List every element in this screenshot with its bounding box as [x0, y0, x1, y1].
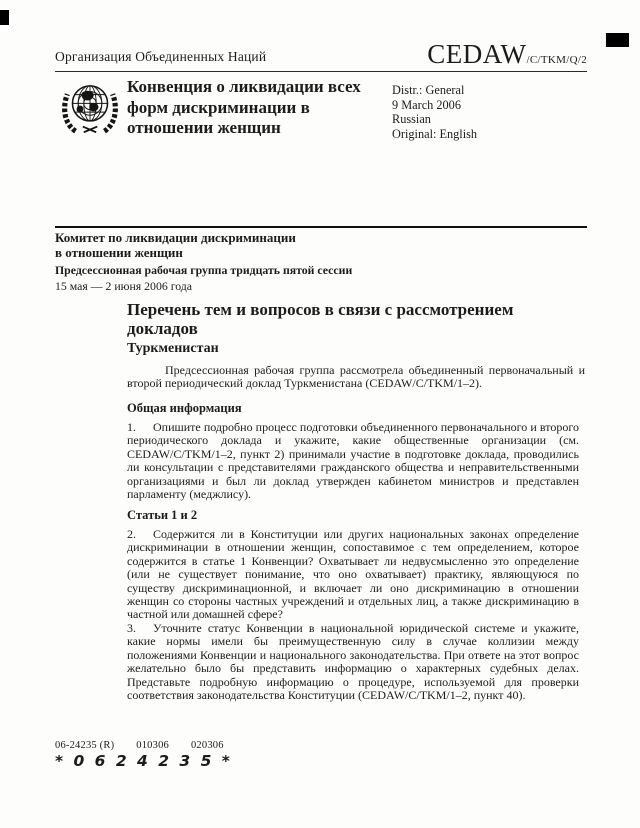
- page-title: Перечень тем и вопросов в связи с рассмотрением докладов: [127, 300, 514, 338]
- committee-block: [55, 231, 352, 294]
- publication-mark: [606, 33, 629, 47]
- doc-symbol: [427, 41, 587, 68]
- section-heading-general-info: Общая информация: [127, 401, 242, 415]
- committee-session: Предсессионная рабочая группа тридцать пятой сессии: [55, 263, 353, 277]
- distr-line: Distr.: General: [392, 83, 465, 97]
- distr-line: Russian: [392, 112, 431, 127]
- scan-corner-mark: [0, 10, 9, 25]
- intro-paragraph: Предсессионная рабочая группа рассмотрела объединенный первоначальный и второй периодический доклад Туркменистана (CEDAW/C/TKM/1–2).: [127, 363, 585, 391]
- org-name: Организация Объединенных Наций: [55, 49, 267, 64]
- paragraph-number: 1.: [127, 420, 136, 434]
- header-rule: [55, 71, 587, 72]
- footer-symbol: 06-24235 (R): [55, 740, 115, 751]
- committee-dates: 15 мая — 2 июня 2006 года: [55, 279, 193, 293]
- barcode-text: * 0 6 2 4 2 3 5 *: [55, 752, 233, 770]
- paragraph-number: 2.: [127, 527, 136, 541]
- paragraph-2: [127, 528, 579, 622]
- paragraph-number: 3.: [127, 621, 136, 635]
- footer-code-1: 010306: [136, 740, 169, 751]
- committee-name-line2: в отношении женщин: [55, 244, 183, 260]
- committee-rule: [55, 226, 587, 228]
- paragraph-1: [127, 421, 579, 501]
- un-emblem-icon: [57, 76, 123, 139]
- country-heading: Туркменистан: [127, 341, 219, 356]
- doc-symbol-suffix: /C/TKM/Q/2: [526, 54, 587, 66]
- doc-symbol-main: CEDAW: [427, 39, 527, 69]
- distr-line: Original: English: [392, 126, 478, 141]
- paragraph-text: Уточните статус Конвенции в национальной юридической системе и укажите, какие нормы имели бы преимущественную силу в случае коллизии между положениями Конвенции и национального законодательства. При ответе на этот вопрос желательно было бы представить информацию о характерных судебных делах. Представьте подробную информацию о процедуре, используемой для проверки соответствия законодательства Конституции (CEDAW/C/TKM/1–2, пункт 40).: [127, 621, 579, 703]
- committee-name-line1: Комитет по ликвидации дискриминации: [55, 230, 296, 245]
- footer-document-number: [55, 740, 246, 751]
- distr-block: [392, 83, 477, 141]
- paragraph-text: Опишите подробно процесс подготовки объединенного первоначального и второго периодического доклада и укажите, какие общественные организации (см. CEDAW/C/TKM/1–2, пункт 2) принимали участие в подготовке доклада, проводились ли консультации с представителями гражданского общества и неправительственными организациями и был ли доклад утвержден кабинетом министров и представлен парламенту (меджлису).: [127, 420, 579, 502]
- section-heading-articles-1-2: Статьи 1 и 2: [127, 508, 198, 522]
- distr-line: 9 March 2006: [392, 97, 461, 112]
- convention-title: Конвенция о ликвидации всех форм дискриминации в отношении женщин: [127, 77, 361, 137]
- footer-code-2: 020306: [190, 740, 224, 751]
- paragraph-3: [127, 622, 579, 702]
- paragraph-text: Содержится ли в Конституции или других национальных законах определение дискриминации в отношении женщин, сопоставимое с тем определением, которое содержится в статье 1 Конвенции? Охватывает ли недвусмысленно это определение (или не существует понимание, что оно охватывает) практику, являющуюся по существу дискриминационной, и включает ли оно дискриминацию в отношении женщин со стороны частных учреждений и отдельных лиц, а также дискриминацию в частной или домашней сфере?: [127, 527, 579, 622]
